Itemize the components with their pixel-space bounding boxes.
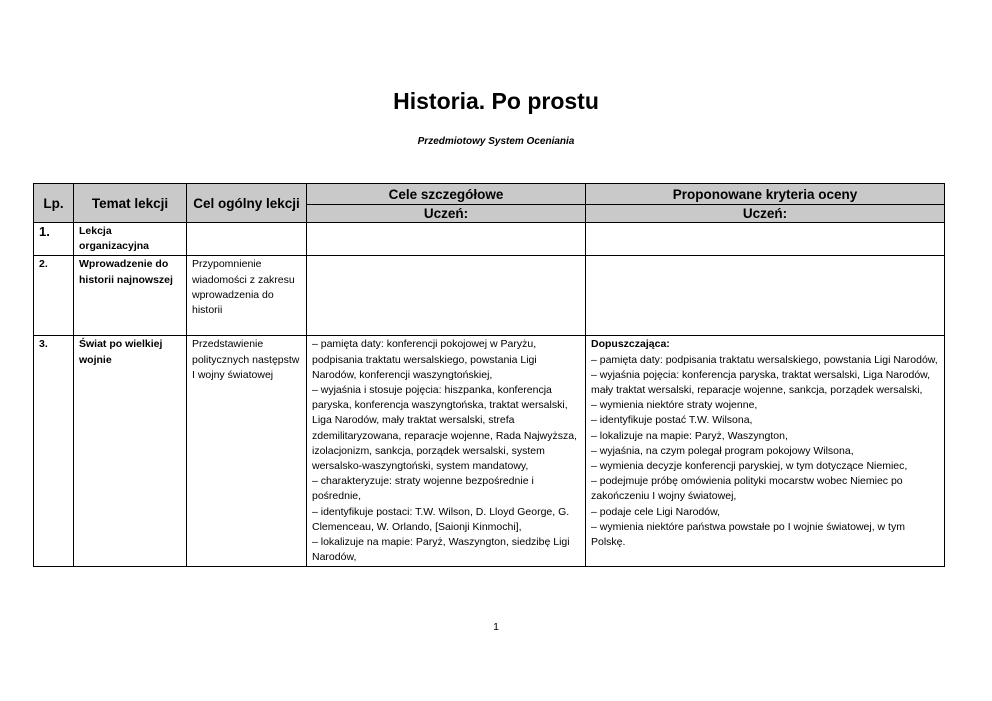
row-detailed-goals [307, 336, 586, 567]
criteria-item: – wymienia niektóre państwa powstałe po I wojnie światowej, w tym Polskę. [591, 520, 905, 549]
header-student-criteria: Uczeń: [586, 205, 945, 223]
criteria-item: – pamięta daty: podpisania traktatu wersalskiego, powstania Ligi Narodów, [591, 353, 938, 366]
header-detailed-goals: Cele szczegółowe [307, 184, 586, 205]
row-goal: Przedstawienie politycznych następstw I wojny światowej [187, 336, 307, 567]
criteria-item: – podaje cele Ligi Narodów, [591, 505, 721, 518]
row-criteria [586, 256, 945, 336]
criteria-item: – wyjaśnia pojęcia: konferencja paryska, traktat wersalski, Liga Narodów, mały traktat wersalski, reparacje wojenne, sankcja, porządek wersalski, [591, 368, 931, 397]
detailed-goal-item: – identyfikuje postaci: T.W. Wilson, D. Lloyd George, G. Clemenceau, W. Orlando, [Saionji Kinmochi], [312, 505, 570, 533]
header-student-detailed: Uczeń: [307, 205, 586, 223]
row-criteria [586, 223, 945, 256]
table-row [34, 223, 945, 256]
row-detailed-goals [307, 256, 586, 336]
table-row [34, 256, 945, 336]
criteria-item: – wyjaśnia, na czym polegał program pokojowy Wilsona, [591, 444, 854, 457]
criteria-item: – wymienia decyzje konferencji paryskiej, w tym dotyczące Niemiec, [591, 460, 908, 473]
detailed-goal-item: – charakteryzuje: straty wojenne bezpośrednie i pośrednie, [312, 475, 534, 503]
row-topic: Lekcja organizacyjna [74, 223, 187, 256]
header-lp: Lp. [34, 184, 74, 223]
row-topic: Wprowadzenie do historii najnowszej [74, 256, 187, 336]
detailed-goal-item: – wyjaśnia i stosuje pojęcia: hiszpanka, konferencja paryska, konferencja waszyngtońska, traktat wersalski, Liga Narodów, mały traktat wersalski, strefa zdemilitaryzowana, reparacje wojenne, Rada Najwyższa, izolacjonizm, sankcja, porządek wersalski, system wersalsko-waszyngtoński, system mandatowy, [312, 384, 577, 473]
grading-table [33, 183, 945, 567]
row-goal: Przypomnienie wiadomości z zakresu wprowadzenia do historii [187, 256, 307, 336]
row-lp: 3. [34, 336, 74, 567]
row-detailed-goals [307, 223, 586, 256]
header-criteria: Proponowane kryteria oceny [586, 184, 945, 205]
row-criteria [586, 336, 945, 567]
document-subtitle: Przedmiotowy System Oceniania [417, 136, 575, 147]
criteria-item: – lokalizuje na mapie: Paryż, Waszyngton, [591, 429, 788, 442]
detailed-goal-item: – pamięta daty: konferencji pokojowej w Paryżu, podpisania traktatu wersalskiego, powstania Ligi Narodów, konferencji waszyngtońskiej, [312, 338, 537, 381]
row-lp: 1. [34, 223, 74, 256]
document-title: Historia. Po prostu [393, 88, 599, 114]
detailed-goal-item: – lokalizuje na mapie: Paryż, Waszyngton, siedzibę Ligi Narodów, [312, 536, 570, 564]
page-number: 1 [493, 621, 499, 633]
criteria-heading: Dopuszczająca: [591, 338, 670, 351]
criteria-item: – identyfikuje postać T.W. Wilsona, [591, 414, 753, 427]
table-row [34, 336, 945, 567]
header-goal: Cel ogólny lekcji [187, 184, 307, 223]
row-lp: 2. [34, 256, 74, 336]
criteria-item: – podejmuje próbę omówienia polityki mocarstw wobec Niemiec po zakończeniu I wojny światowej, [591, 475, 903, 503]
header-topic: Temat lekcji [74, 184, 187, 223]
criteria-item: – wymienia niektóre straty wojenne, [591, 399, 758, 412]
row-topic: Świat po wielkiej wojnie [74, 336, 187, 567]
row-goal [187, 223, 307, 256]
